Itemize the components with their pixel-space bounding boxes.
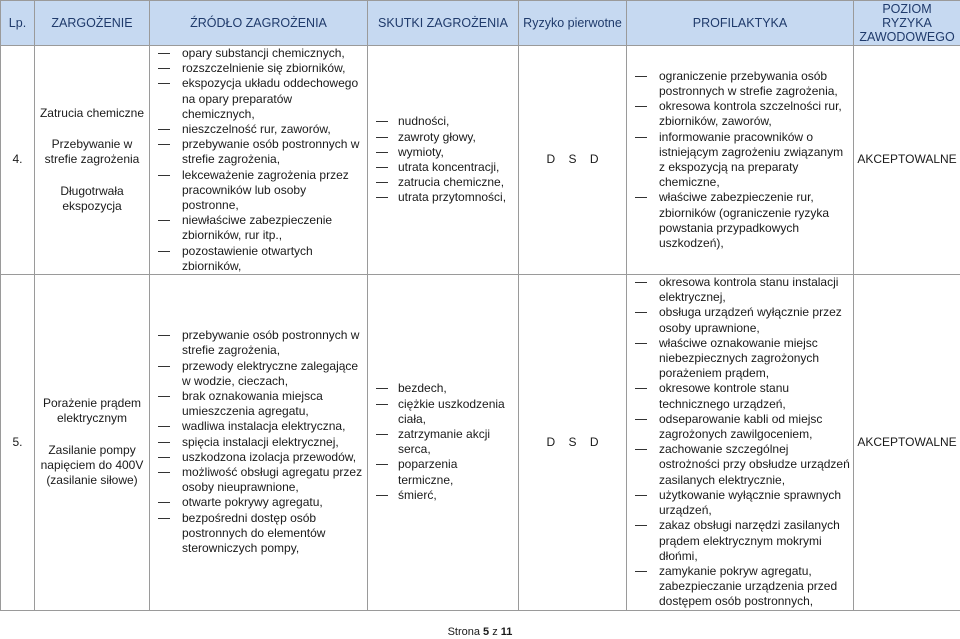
row-number: 5. <box>1 275 35 610</box>
list-item: ograniczenie przebywania osób postronnych w strefie zagrożenia, <box>633 69 850 99</box>
header-skutki: SKUTKI ZAGROŻENIA <box>368 1 519 46</box>
prevention-cell <box>627 275 854 610</box>
footer-label: Strona <box>447 626 480 638</box>
list-item: pozostawienie otwartych zbiorników, <box>156 244 364 274</box>
list-item: wymioty, <box>374 145 515 160</box>
header-lp: Lp. <box>1 1 35 46</box>
header-poziom: POZIOM RYZYKA ZAWODOWEGO <box>854 1 960 46</box>
list-item: przebywanie osób postronnych w strefie zagrożenia, <box>156 137 364 167</box>
list-item: właściwe zabezpieczenie rur, zbiorników (ograniczenie ryzyka powstania przypadkowych uszkodzeń), <box>633 190 850 251</box>
list-item: wadliwa instalacja elektryczna, <box>156 419 364 434</box>
list-item: przebywanie osób postronnych w strefie zagrożenia, <box>156 328 364 358</box>
list-item: niewłaściwe zabezpieczenie zbiorników, rur itp., <box>156 213 364 243</box>
list-item: zakaz obsługi narzędzi zasilanych prądem elektrycznym mokrymi dłońmi, <box>633 518 850 564</box>
list-item: ekspozycja układu oddechowego na opary preparatów chemicznych, <box>156 76 364 122</box>
list-item: utrata przytomności, <box>374 190 515 205</box>
header-ryzyko: Ryzyko pierwotne <box>519 1 627 46</box>
list-item: utrata koncentracji, <box>374 160 515 175</box>
list-item: lekceważenie zagrożenia przez pracowników lub osoby postronne, <box>156 168 364 214</box>
header-zagrozenie: ZARGOŻENIE <box>35 1 150 46</box>
list-item: brak oznakowania miejsca umieszczenia agregatu, <box>156 389 364 419</box>
list-item: śmierć, <box>374 488 515 503</box>
initial-risk: D S D <box>519 46 627 275</box>
hazard-cell <box>35 46 150 275</box>
initial-risk: D S D <box>519 275 627 610</box>
list-item: otwarte pokrywy agregatu, <box>156 495 364 510</box>
prevention-cell <box>627 46 854 275</box>
hazard-detail: Długotrwała ekspozycja <box>60 183 124 213</box>
list-item: właściwe oznakowanie miejsc niebezpiecznych zagrożonych porażeniem prądem, <box>633 336 850 382</box>
list-item: obsługa urządzeń wyłącznie przez osoby uprawnione, <box>633 305 850 335</box>
risk-level-badge: AKCEPTOWALNE <box>854 46 960 275</box>
list-item: opary substancji chemicznych, <box>156 46 364 61</box>
list-item: spięcia instalacji elektrycznej, <box>156 435 364 450</box>
list-item: ciężkie uszkodzenia ciała, <box>374 397 515 427</box>
row-number: 4. <box>1 46 35 275</box>
list-item: okresowe kontrole stanu technicznego urządzeń, <box>633 381 850 411</box>
footer-page-number: 5 <box>483 626 490 638</box>
list-item: zamykanie pokryw agregatu, zabezpieczanie urządzenia przed dostępem osób postronnych, <box>633 564 850 610</box>
hazard-name: Porażenie prądem elektrycznym <box>42 396 142 426</box>
effects-cell <box>368 275 519 610</box>
page-footer <box>0 626 960 639</box>
list-item: uszkodzona izolacja przewodów, <box>156 450 364 465</box>
effects-cell <box>368 46 519 275</box>
list-item: odseparowanie kabli od miejsc zagrożonych zawilgoceniem, <box>633 412 850 442</box>
header-zrodlo: ŹRÓDŁO ZAGROŻENIA <box>150 1 368 46</box>
list-item: bezpośredni dostęp osób postronnych do elementów sterowniczych pompy, <box>156 511 364 557</box>
source-cell <box>150 275 368 610</box>
list-item: przewody elektryczne zalegające w wodzie, cieczach, <box>156 359 364 389</box>
list-item: bezdech, <box>374 381 515 396</box>
list-item: zatrzymanie akcji serca, <box>374 427 515 457</box>
list-item: zawroty głowy, <box>374 130 515 145</box>
table-header-row <box>1 1 960 46</box>
list-item: możliwość obsługi agregatu przez osoby nieuprawnione, <box>156 465 364 495</box>
table-row <box>1 46 960 275</box>
risk-level-badge: AKCEPTOWALNE <box>854 275 960 610</box>
hazard-name: Zatrucia chemiczne <box>39 106 145 121</box>
hazard-cell <box>35 275 150 610</box>
list-item: poparzenia termiczne, <box>374 457 515 487</box>
hazard-detail: Zasilanie pompy napięciem do 400V (zasilanie siłowe) <box>40 442 144 488</box>
list-item: rozszczelnienie się zbiorników, <box>156 61 364 76</box>
list-item: zatrucia chemiczne, <box>374 175 515 190</box>
footer-total-pages: 11 <box>500 626 513 638</box>
list-item: informowanie pracowników o istniejącym zagrożeniu związanym z ekspozycją na preparaty chemiczne, <box>633 130 850 191</box>
list-item: zachowanie szczególnej ostrożności przy obsłudze urządzeń zasilanych elektrycznie, <box>633 442 850 488</box>
list-item: okresowa kontrola stanu instalacji elektrycznej, <box>633 275 850 305</box>
footer-of: z <box>492 626 498 638</box>
list-item: nudności, <box>374 114 515 129</box>
list-item: użytkowanie wyłącznie sprawnych urządzeń, <box>633 488 850 518</box>
list-item: okresowa kontrola szczelności rur, zbiorników, zaworów, <box>633 99 850 129</box>
table-row <box>1 275 960 610</box>
list-item: nieszczelność rur, zaworów, <box>156 122 364 137</box>
hazard-detail: Przebywanie w strefie zagrożenia <box>44 137 140 167</box>
source-cell <box>150 46 368 275</box>
header-profilaktyka: PROFILAKTYKA <box>627 1 854 46</box>
